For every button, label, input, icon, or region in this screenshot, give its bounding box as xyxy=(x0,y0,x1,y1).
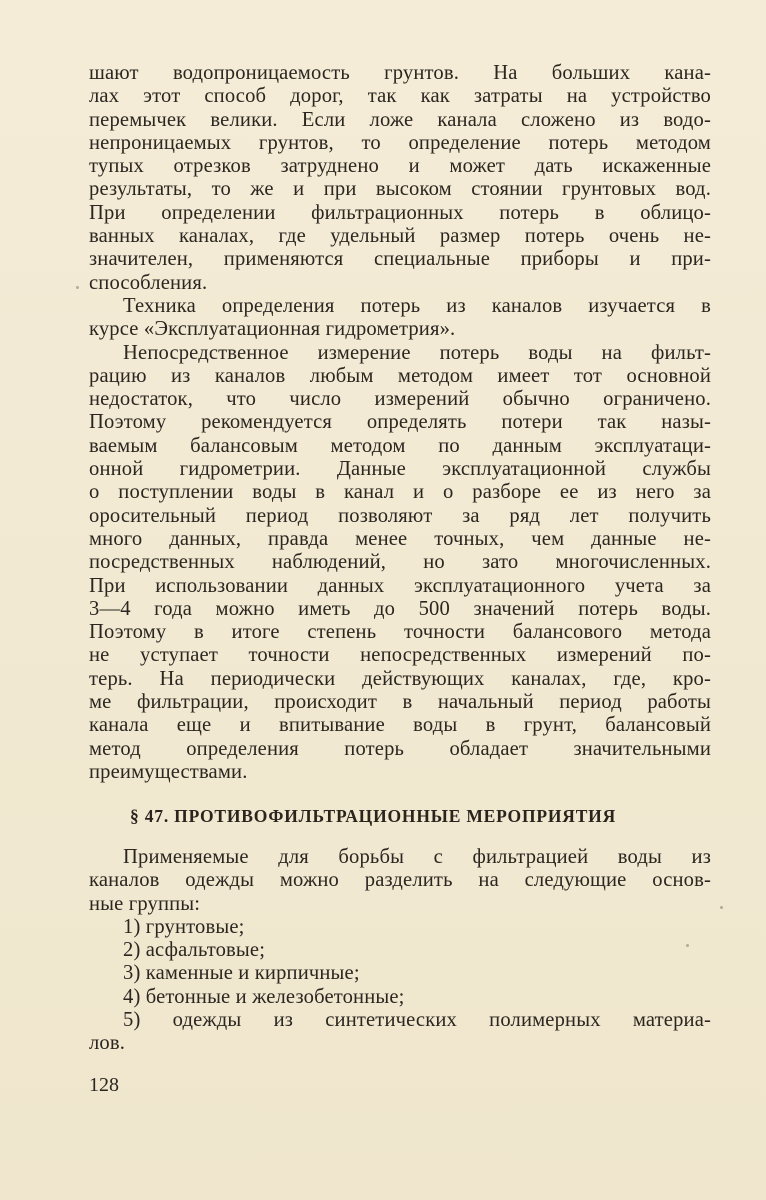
text-line: Поэтому в итоге степень точности балансового метода xyxy=(89,621,711,644)
text-line: недостаток, что число измерений обычно ограничено. xyxy=(89,388,711,411)
text-line: Техника определения потерь из каналов изучается в xyxy=(123,294,711,317)
text-line: лов. xyxy=(89,1032,126,1055)
text-line: результаты, то же и при высоком стоянии грунтовых вод. xyxy=(89,178,711,201)
text-line: способления. xyxy=(89,271,208,294)
section-heading: § 47. ПРОТИВОФИЛЬТРАЦИОННЫЕ МЕРОПРИЯТИЯ xyxy=(130,806,617,826)
text-line: Применяемые для борьбы с фильтрацией воды из xyxy=(123,846,711,868)
text-line: шают водопроницаемость грунтов. На больших кана- xyxy=(89,62,711,84)
text-line: канала еще и впитывание воды в грунт, балансовый xyxy=(89,714,711,737)
text-line: рацию из каналов любым методом имеет тот основной xyxy=(89,364,711,387)
text-line: не уступает точности непосредственных измерений по- xyxy=(89,644,711,667)
text-line: 3—4 года можно иметь до 500 значений потерь воды. xyxy=(89,597,711,620)
list-item: 4) бетонные и железобетонные; xyxy=(123,985,405,1008)
text-line: Непосредственное измерение потерь воды на фильт- xyxy=(123,341,711,364)
text-line: ваемым балансовым методом по данным эксплуатаци- xyxy=(89,434,711,457)
text-line: курсе «Эксплуатационная гидрометрия». xyxy=(89,318,456,341)
text-line: ные группы: xyxy=(89,892,201,915)
paper-speck xyxy=(686,944,689,947)
text-line: тупых отрезков затруднено и может дать искаженные xyxy=(89,155,711,178)
text-line: оросительный период позволяют за ряд лет получить xyxy=(89,504,711,527)
section-body xyxy=(89,846,711,1056)
text-line: преимуществами. xyxy=(89,760,248,783)
text-line: онной гидрометрии. Данные эксплуатационной службы xyxy=(89,458,711,481)
text-line: При определении фильтрационных потерь в облицо- xyxy=(89,201,711,224)
text-line: значителен, применяются специальные приборы и при- xyxy=(89,248,711,271)
text-line: При использовании данных эксплуатационного учета за xyxy=(89,574,711,597)
body-text xyxy=(89,62,711,784)
text-line: ванных каналах, где удельный размер потерь очень не- xyxy=(89,225,711,248)
text-line: посредственных наблюдений, но зато многочисленных. xyxy=(89,551,711,574)
page-number: 128 xyxy=(89,1074,119,1096)
text-line: лах этот способ дорог, так как затраты на устройство xyxy=(89,85,711,108)
list-item: 2) асфальтовые; xyxy=(123,939,266,962)
text-line: метод определения потерь обладает значительными xyxy=(89,737,711,760)
text-line: непроницаемых грунтов, то определение потерь методом xyxy=(89,131,711,154)
text-line: каналов одежды можно разделить на следующие основ- xyxy=(89,869,711,892)
text-line: Поэтому рекомендуется определять потери так назы- xyxy=(89,411,711,434)
text-line: ме фильтрации, происходит в начальный период работы xyxy=(89,691,711,714)
text-line: терь. На периодически действующих каналах, где, кро- xyxy=(89,667,711,690)
list-item: 1) грунтовые; xyxy=(123,915,245,938)
text-line: о поступлении воды в канал и о разборе ее из него за xyxy=(89,481,711,504)
paper-speck xyxy=(720,906,723,909)
list-item: 5) одежды из синтетических полимерных материа- xyxy=(123,1009,711,1032)
text-line: перемычек велики. Если ложе канала сложено из водо- xyxy=(89,108,711,131)
list-item: 3) каменные и кирпичные; xyxy=(123,962,360,985)
paper-speck xyxy=(76,286,79,289)
text-line: много данных, правда менее точных, чем данные не- xyxy=(89,527,711,550)
